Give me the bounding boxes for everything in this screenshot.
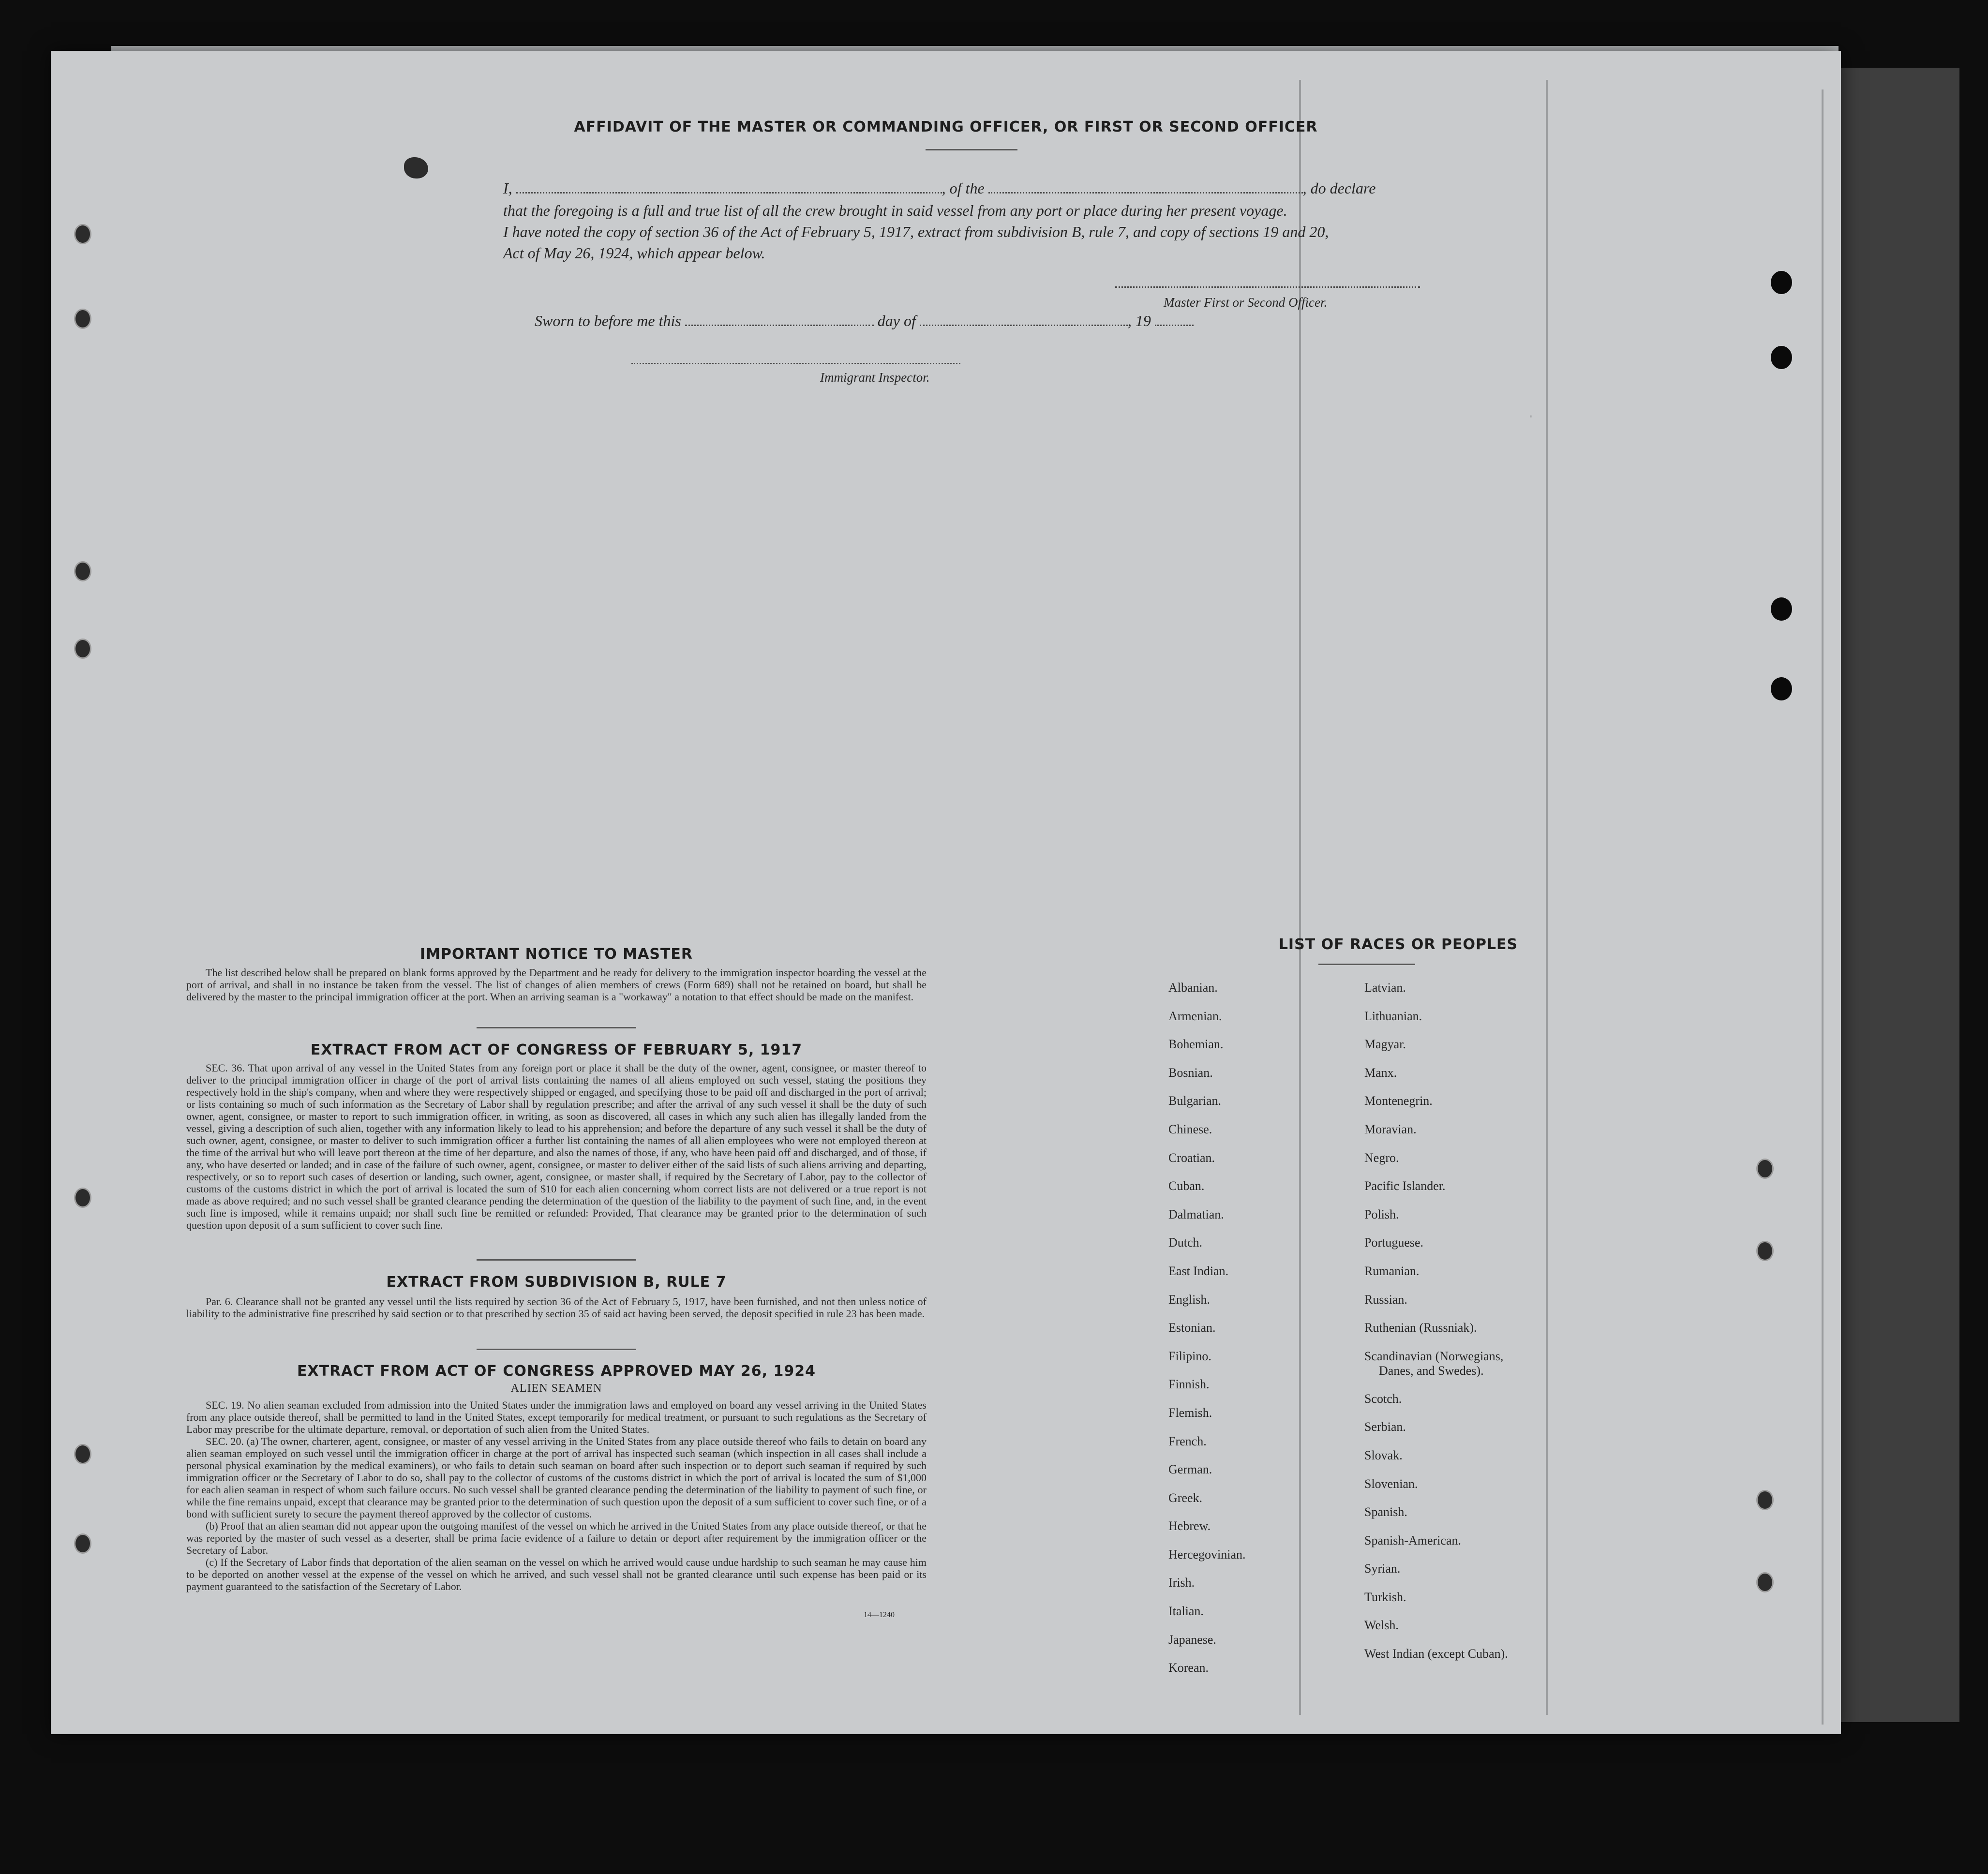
race-item: Russian. (1364, 1292, 1407, 1307)
sworn-label: Sworn to before me this (535, 312, 681, 329)
divider (1318, 964, 1415, 965)
divider (477, 1259, 636, 1261)
punch-hole (1771, 271, 1792, 294)
race-item: Armenian. (1168, 1009, 1222, 1023)
race-item: Albanian. (1168, 981, 1218, 995)
binder-hole (74, 1444, 91, 1464)
year-label: , 19 (1127, 312, 1151, 329)
race-item: Irish. (1168, 1576, 1195, 1590)
sworn-month-field[interactable] (920, 314, 1128, 326)
race-item: German. (1168, 1462, 1212, 1477)
sec-20a-text: SEC. 20. (a) The owner, charterer, agent, consignee, or master of any vessel arriving in the United States from any place outside thereof who fails to detain on board any alien seaman employed on such vessel until the immigration officer in charge at the port of arrival has inspected such seaman (which inspection in all cases shall include a personal physical examination by the medical examiners), or who fails to detain such seaman on board after such inspection or to deport such seaman if required by such immigration officer or the Secretary of Labor to do so, shall pay to the collector of customs of the customs district in which the port of arrival is located the sum of $1,000 for each alien seaman in respect of whom such failure occurs. No such vessel shall be granted clearance pending the determination of the liability to payment of such fine, or while the fine remains unpaid, except that clearance may be granted prior to the determination of such question upon the deposit of a sum sufficient to cover such fine, or of a bond with sufficient surety to secure the payment thereof approved by the collector of customs. (186, 1435, 927, 1520)
column-rule (1546, 80, 1548, 1715)
race-item: Greek. (1168, 1490, 1203, 1505)
race-item: English. (1168, 1292, 1210, 1307)
race-item: Bosnian. (1168, 1065, 1213, 1080)
race-item: Scotch. (1364, 1391, 1402, 1406)
race-item: Turkish. (1364, 1590, 1406, 1604)
race-item: West Indian (except Cuban). (1364, 1647, 1508, 1661)
extract-1917-text: SEC. 36. That upon arrival of any vessel in the United States from any foreign port or place it shall be the duty of the owner, agent, consignee, or master thereof to deliver to the principal immigration officer in charge of the port of arrival lists containing the names of all aliens employed on such vessel, stating the positions they respectively hold in the ship's company, when and where they were respectively shipped or engaged, and specifying those to be paid off and discharged in the port of arrival; or lists containing so much of such information as the Secretary of Labor shall by regulation prescribe; and after the arrival of any such vessel it shall be the duty of such owner, agent, consignee, or master to report to such immigration officer, in writing, as soon as discovered, all cases in which any such alien has illegally landed from the vessel, giving a description of such alien, together with any information likely to lead to his apprehension; and before the departure of any such vessel it shall be the duty of such owner, agent, consignee, or master to deliver to such immigration officer a further list containing the names of all alien employees who were not employed thereon at the time of the arrival but who will leave port thereon at the time of her departure, and also the names of those, if any, who have been paid off and discharged, and of those, if any, who have deserted or landed; and in case of the failure of such owner, agent, consignee, or master to deliver either of the said lists of such aliens arriving and departing, respectively, or so to report such cases of desertion or landing, such owner, agent, consignee, or master shall, if required by the Secretary of Labor, pay to the collector of customs of the customs district in which the port of arrival is located the sum of $10 for each alien concerning whom correct lists are not delivered or a true report is not made as above required; and no such vessel shall be granted clearance pending the determination of the question of the liability to the payment of such fine, and, in the event such fine is imposed, while it remains unpaid; nor shall such fine be remitted or refunded: Provided, That clearance may be granted prior to the determination of such question upon deposit of a sum sufficient to cover such fine. (186, 1062, 927, 1231)
column-rule (1822, 89, 1824, 1725)
race-item: Filipino. (1168, 1349, 1211, 1363)
race-item: Serbian. (1364, 1420, 1406, 1434)
sworn-line (535, 310, 1194, 331)
master-signature-label: Master First or Second Officer. (1164, 295, 1328, 310)
binder-hole (74, 1188, 91, 1208)
race-item: Negro. (1364, 1150, 1399, 1165)
race-item: Flemish. (1168, 1405, 1212, 1420)
race-item: Magyar. (1364, 1037, 1406, 1052)
punch-hole (1771, 597, 1792, 621)
affidavit-line-4: Act of May 26, 1924, which appear below. (503, 244, 765, 262)
divider (926, 149, 1017, 150)
race-item: Montenegrin. (1364, 1094, 1433, 1108)
binder-hole (1756, 1572, 1774, 1592)
race-item: Pacific Islander. (1364, 1179, 1446, 1193)
sec-20b-text: (b) Proof that an alien seaman did not appear upon the outgoing manifest of the vessel on which he arrived in the United States from any place outside thereof, or that he was reported by the master of such vessel as a deserter, shall be prima facie evidence of a failure to detain or deport after requirement by the immigration officer or the Secretary of Labor. (186, 1520, 927, 1556)
race-item: Latvian. (1364, 981, 1406, 995)
inspector-label: Immigrant Inspector. (820, 370, 930, 385)
declarant-label: I, (503, 179, 512, 197)
race-item: Polish. (1364, 1207, 1399, 1221)
binder-hole (74, 224, 91, 244)
races-left-column (1168, 974, 1246, 1682)
race-item: Croatian. (1168, 1150, 1215, 1165)
race-item: Portuguese. (1364, 1235, 1424, 1250)
race-item: Italian. (1168, 1604, 1204, 1619)
binder-hole (1756, 1490, 1774, 1510)
binder-hole (1756, 1159, 1774, 1179)
extract-1924-title: EXTRACT FROM ACT OF CONGRESS APPROVED MAY 26, 1924 (297, 1363, 816, 1380)
affidavit-line-2: that the foregoing is a full and true list of all the crew brought in said vessel from any port or place during her present voyage. (503, 202, 1287, 219)
race-item: Welsh. (1364, 1618, 1399, 1633)
race-item: Cuban. (1168, 1179, 1205, 1193)
document-page (51, 51, 1841, 1734)
binder-hole (74, 309, 91, 329)
divider (477, 1027, 636, 1028)
master-signature-field[interactable] (1115, 286, 1420, 288)
of-the-label: , of the (942, 179, 985, 197)
race-item: Lithuanian. (1364, 1009, 1422, 1023)
race-item: Ruthenian (Russniak). (1364, 1321, 1477, 1335)
race-item: Hercegovinian. (1168, 1547, 1246, 1562)
vessel-name-field[interactable] (988, 181, 1303, 193)
race-item: Hebrew. (1168, 1519, 1211, 1533)
binder-hole (74, 1533, 91, 1554)
race-item: Dutch. (1168, 1235, 1203, 1250)
race-item: Slovenian. (1364, 1476, 1418, 1491)
punch-hole (1771, 677, 1792, 700)
race-item-continuation: Danes, and Swedes). (1379, 1363, 1484, 1378)
notice-text: The list described below shall be prepared on blank forms approved by the Department and be ready for delivery to the immigration inspector boarding the vessel at the port of arrival, and shall in no instance be taken from the vessel. The list of changes of alien members of crews (Form 689) shall not be retained on board, but shall be delivered by the master to the principal immigration officer at the port. When an arriving seaman is a "workaway" a notation to that effect should be made on the manifest. (186, 967, 927, 1003)
inspector-signature-field[interactable] (631, 363, 960, 364)
binder-hole (74, 561, 91, 581)
sworn-year-field[interactable] (1155, 314, 1194, 326)
affidavit-line-1 (503, 178, 1495, 199)
race-item: French. (1168, 1434, 1207, 1448)
ink-blot (404, 157, 428, 178)
race-item: Scandinavian (Norwegians, (1364, 1349, 1504, 1363)
races-right-column (1364, 974, 1508, 1668)
affidavit-line-3: I have noted the copy of section 36 of the Act of February 5, 1917, extract from subdivision B, rule 7, and copy of sections 19 and 20, (503, 223, 1329, 240)
race-item: Spanish-American. (1364, 1533, 1462, 1547)
affidavit-title: AFFIDAVIT OF THE MASTER OR COMMANDING OFFICER, OR FIRST OR SECOND OFFICER (574, 119, 1318, 135)
sec-20c-text: (c) If the Secretary of Labor finds that deportation of the alien seaman on the vessel on which he arrived would cause undue hardship to such seaman he may cause him to be deported on another vessel at the expense of the vessel on which he arrived, and such vessel shall not be granted clearance until such expense has been paid or its payment guaranteed to the satisfaction of the Secretary of Labor. (186, 1556, 927, 1592)
alien-seamen-subtitle: ALIEN SEAMEN (510, 1382, 602, 1395)
declarant-name-field[interactable] (516, 181, 942, 193)
divider (477, 1349, 636, 1350)
race-item: Syrian. (1364, 1562, 1401, 1576)
column-rule (1299, 80, 1301, 1715)
race-item: Finnish. (1168, 1377, 1210, 1392)
race-item: Bulgarian. (1168, 1094, 1222, 1108)
extract-rule7-text: Par. 6. Clearance shall not be granted any vessel until the lists required by section 36 of the Act of February 5, 1917, have been furnished, and not then unless notice of liability to the administrative fine prescribed by said section or to that prescribed by section 35 of said act having been served, the deposit specified in rule 23 has been made. (186, 1295, 927, 1320)
race-item: Dalmatian. (1168, 1207, 1224, 1221)
race-item: East Indian. (1168, 1264, 1229, 1278)
binder-hole (74, 639, 91, 659)
sworn-day-field[interactable] (685, 314, 874, 326)
binder-hole (1756, 1241, 1774, 1261)
notice-title: IMPORTANT NOTICE TO MASTER (420, 946, 693, 963)
race-item: Spanish. (1364, 1505, 1407, 1519)
do-declare-label: , do declare (1302, 179, 1376, 197)
punch-hole (1771, 346, 1792, 369)
race-item: Moravian. (1364, 1122, 1417, 1136)
race-item: Japanese. (1168, 1632, 1216, 1647)
race-item: Rumanian. (1364, 1264, 1420, 1278)
sec-19-text: SEC. 19. No alien seaman excluded from admission into the United States under the immigration laws and employed on board any vessel arriving in the United States from any place outside thereof, shall be permitted to land in the United States, except temporarily for medical treatment, or pursuant to such regulations as the Secretary of Labor may prescribe for the ultimate departure, removal, or deportation of such alien from the United States. (186, 1399, 927, 1435)
race-item: Slovak. (1364, 1448, 1403, 1462)
race-item: Estonian. (1168, 1321, 1216, 1335)
form-number: 14—1240 (864, 1611, 895, 1619)
race-item: Chinese. (1168, 1122, 1212, 1136)
bleed-through-text: · (1526, 409, 1536, 425)
extract-1924-body (186, 1399, 927, 1592)
race-item: Korean. (1168, 1661, 1209, 1675)
race-item: Manx. (1364, 1065, 1397, 1080)
extract-1917-title: EXTRACT FROM ACT OF CONGRESS OF FEBRUARY 5, 1917 (310, 1041, 803, 1058)
extract-rule7-title: EXTRACT FROM SUBDIVISION B, RULE 7 (386, 1274, 727, 1291)
race-item-scandinavian (1364, 1342, 1508, 1385)
race-item: Bohemian. (1168, 1037, 1224, 1052)
races-title: LIST OF RACES OR PEOPLES (1278, 936, 1518, 953)
day-of-label: day of (877, 312, 916, 329)
